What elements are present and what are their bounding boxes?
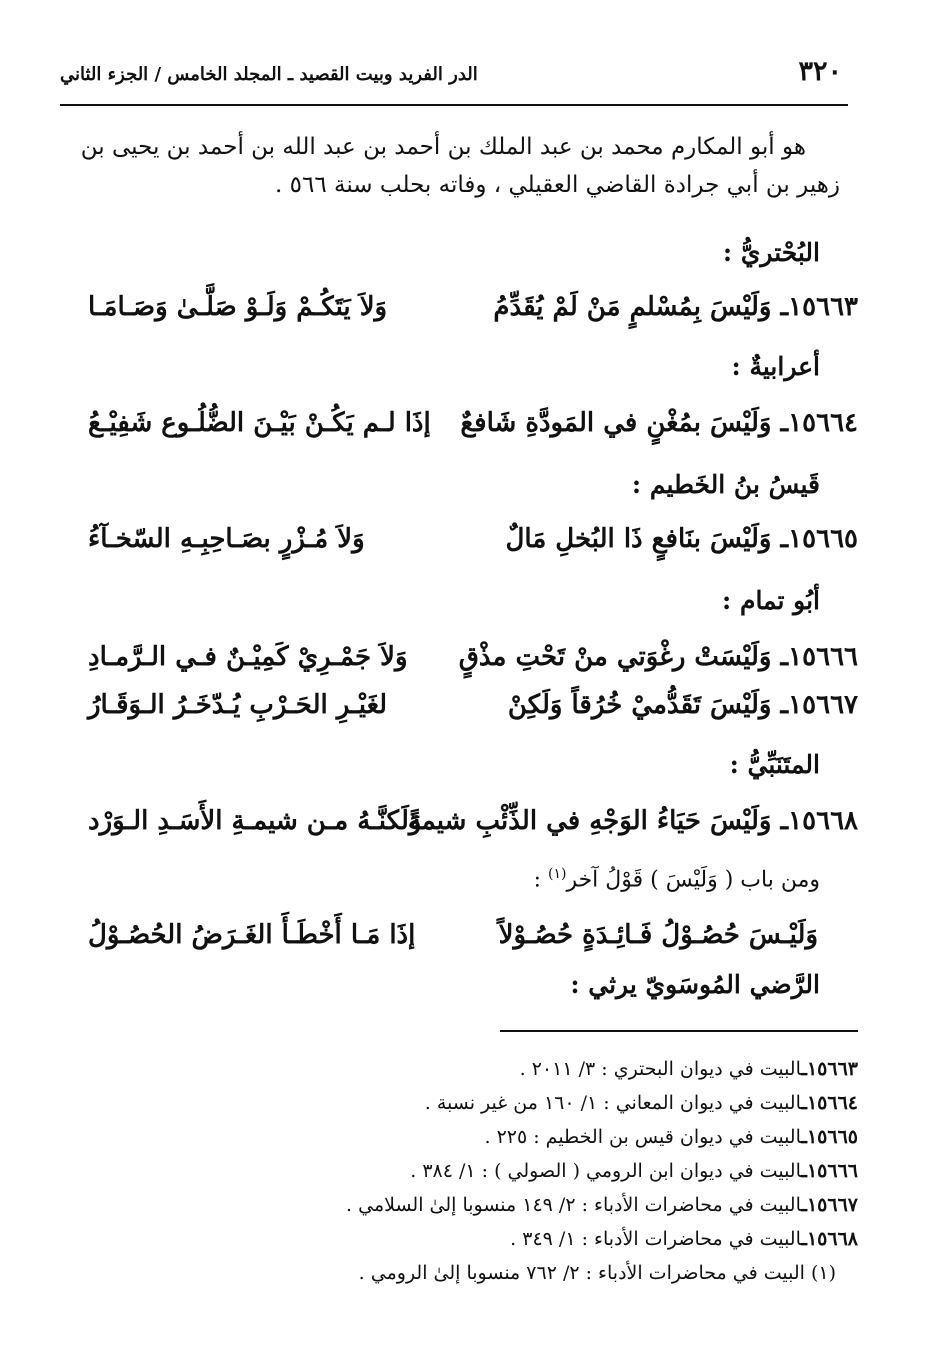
footnote-number: ١٥٦٦٤ـ — [801, 1092, 858, 1114]
footnote-text: البيت في ديوان المعاني : ١/ ١٦٠ من غير نسبة . — [424, 1092, 802, 1114]
hemistich-2: وَلَكنَّـهُ مـن شيمـةِ الأَسَـدِ الـوَرْد — [88, 806, 422, 836]
verse-number: ١٥٦٦٣ـ — [780, 292, 858, 322]
footnote-rule — [500, 1030, 858, 1032]
hemistich-2: لغَيْـرِ الحَـرْبِ يُـدّخَـرُ الـوَقَـارُ — [88, 690, 388, 720]
footnote-number: ١٥٦٦٣ـ — [801, 1058, 858, 1080]
verse-first-hemistich — [408, 806, 858, 836]
hemistich-2: وَلاَ مُـزْرٍ بصَـاحِبِـهِ السّخـآءُ — [88, 524, 365, 554]
footnotes — [78, 1052, 858, 1290]
running-title: الدر الفريد وبيت القصيد ـ المجلد الخامس / الجزء الثاني — [60, 64, 478, 85]
footnote-number: ١٥٦٦٧ـ — [801, 1194, 858, 1216]
verse-number: ١٥٦٦٦ـ — [780, 642, 858, 672]
poet-heading-abu-tammam: أبُو تمام : — [722, 586, 820, 615]
verse-15666 — [88, 642, 858, 688]
hemistich-2: وَلاَ يَتَكُـمْ وَلَـوْ صَلَّـىٰ وَصَـامَـا — [88, 292, 388, 322]
poet-heading-qays: قَيسُ بنُ الخَطيم : — [631, 470, 820, 499]
footnote — [78, 1052, 858, 1086]
hemistich-1: وَلَيْسَ بِمُسْلمٍ مَنْ لَمْ يُقَدِّمُ — [493, 292, 772, 322]
hemistich-1: وَلَيْسَ حَيَاءُ الوَجْهِ في الذِّئْبِ شيمةً — [407, 806, 772, 836]
footnote-number: ١٥٦٦٦ـ — [801, 1160, 858, 1182]
verse-number: ١٥٦٦٨ـ — [780, 806, 858, 836]
interlude-text: ومن باب ( وَلَيْسَ ) قَوْلُ آخر — [566, 867, 820, 893]
verse-15665 — [88, 524, 858, 570]
footnote-number: ١٥٦٦٥ـ — [801, 1126, 858, 1148]
hemistich-1: وَلَيْسَ بنَافعٍ ذَا البُخلِ مَالٌ — [505, 524, 772, 554]
page-header — [58, 52, 848, 102]
footnote-text: البيت في ديوان قيس بن الخطيم : ٢٢٥ . — [484, 1126, 802, 1148]
verse-first-hemistich — [459, 642, 858, 672]
footnote — [78, 1256, 858, 1290]
hemistich-1: وَلَيْسَتْ رغْوَتي منْ تَحْتِ مذْقٍ — [458, 642, 772, 672]
verse-first-hemistich — [508, 690, 858, 720]
verse-number: ١٥٦٦٤ـ — [780, 408, 858, 438]
footnote-number: ١٥٦٦٨ـ — [801, 1228, 858, 1250]
interlude-colon: : — [533, 867, 548, 893]
footnote-text: البيت في محاضرات الأدباء : ١/ ٣٤٩ . — [510, 1228, 802, 1250]
hemistich-1: وَلَيْسَ تَقَدُّميْ خُرُقاً وَلَكِنْ — [507, 690, 772, 720]
footnote-text: البيت في محاضرات الأدباء : ٢/ ٧٦٢ منسوبا إلىٰ الرومي . — [358, 1262, 805, 1284]
header-rule — [60, 104, 848, 106]
intro-line-1: هو أبو المكارم محمد بن عبد الملك بن أحمد بن عبد الله بن أحمد بن يحيى بن — [80, 134, 806, 160]
verse-first-hemistich — [506, 524, 858, 554]
verse-number: ١٥٦٦٥ـ — [780, 524, 858, 554]
footnote-text: البيت في ديوان ابن الرومي ( الصولي ) : ١/ ٣٨٤ . — [410, 1160, 802, 1182]
poet-heading-mutanabbi: المتَنَبِّيُّ : — [729, 750, 820, 779]
intro-line-2: زهير بن أبي جرادة القاضي العقيلي ، وفاته بحلب سنة ٥٦٦ . — [275, 172, 840, 198]
verse-number: ١٥٦٦٧ـ — [780, 690, 858, 720]
verse-15664 — [88, 408, 858, 454]
page-number: ٣٢٠ — [798, 56, 842, 87]
hemistich-1: وَلَيْسَ بمُغْنٍ في المَودَّةِ شَافعٌ — [460, 408, 772, 438]
verse-15668 — [88, 806, 858, 852]
footnote — [78, 1154, 858, 1188]
verse-unnumbered — [88, 920, 858, 966]
hemistich-1: وَلَيْـسَ حُصُـوْلُ فَـائِـدَةٍ حُصُـوْلاً — [498, 920, 818, 950]
hemistich-2: وَلاَ جَمْـرِيْ كَمِيْـنٌ فـي الـرَّمـادِ — [88, 642, 408, 672]
verse-first-hemistich — [460, 408, 858, 438]
poet-heading-arabiyya: أعرابيةٌ : — [731, 352, 820, 381]
footnote-text: البيت في محاضرات الأدباء : ٢/ ١٤٩ منسوبا إلىٰ السلامي . — [346, 1194, 802, 1216]
intro-paragraph — [62, 128, 840, 204]
footnote — [78, 1188, 858, 1222]
verse-15667 — [88, 690, 858, 736]
interlude-line — [534, 866, 820, 892]
footnote-text: البيت في ديوان البحتري : ٣/ ٢٠١١ . — [519, 1058, 802, 1080]
hemistich-2: إذَا مَـا أَخْطَـأَ الغَـرَضُ الحُصُـوْلُ — [88, 920, 416, 950]
verse-15663 — [88, 292, 858, 338]
footnote — [78, 1120, 858, 1154]
footnote-marker: (١) — [547, 866, 567, 882]
poet-heading-buhturi: البُحْتريُّ : — [722, 238, 820, 267]
poet-heading-radi: الرَّضي المُوسَويّ يرثي : — [570, 970, 820, 999]
footnote — [78, 1086, 858, 1120]
verse-first-hemistich — [493, 292, 858, 322]
footnote-number: (١) — [810, 1262, 836, 1284]
footnote — [78, 1222, 858, 1256]
hemistich-2: إذَا لـم يَكُـنْ بَيْـنَ الضُّلُـوع شَفِيْـعُ — [88, 408, 431, 438]
